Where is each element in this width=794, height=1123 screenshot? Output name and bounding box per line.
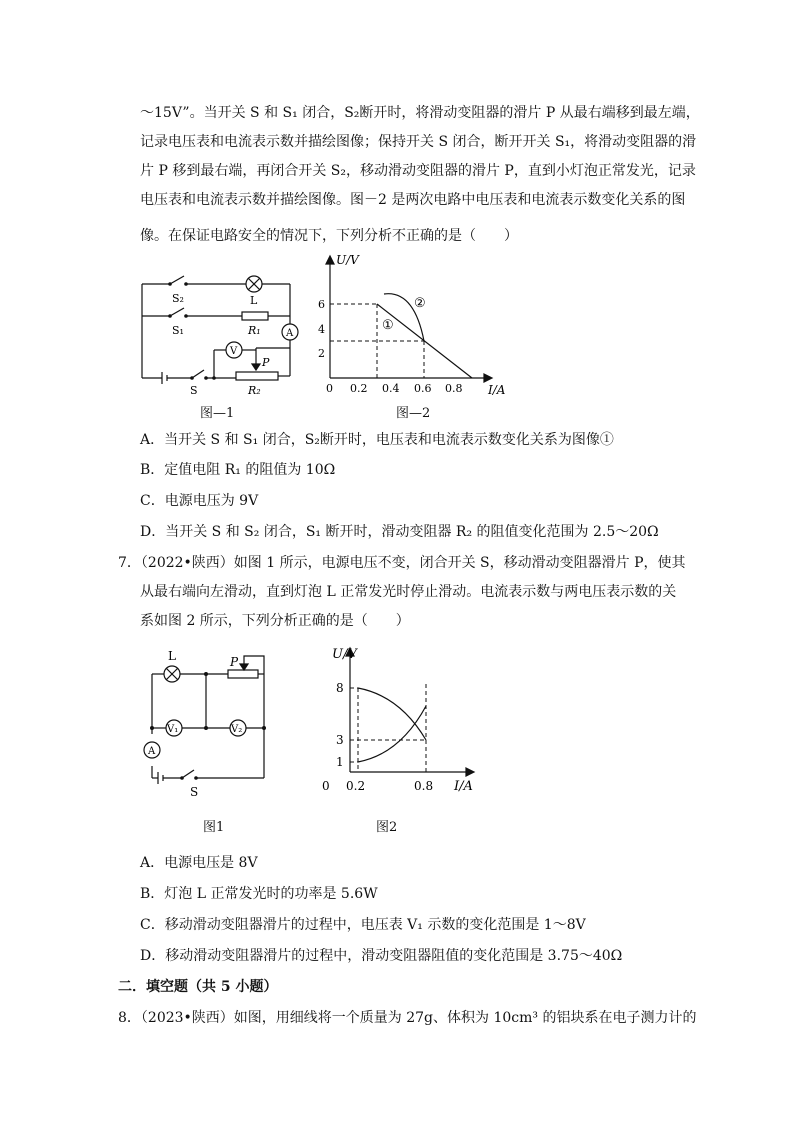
q6-option-a: A．当开关 S 和 S₁ 闭合，S₂断开时，电压表和电流表示数变化关系为图像① [140,432,614,448]
q7-option-c: C．移动滑动变阻器滑片的过程中，电压表 V₁ 示数的变化范围是 1～8V [140,917,586,933]
q6-circuit-diagram [130,258,310,398]
label-voltmeter: V [230,346,238,357]
q7-xtick-0.2: 0.2 [346,779,366,793]
q7-option-b: B．灯泡 L 正常发光时的功率是 5.6W [140,886,378,902]
q6-option-d: D．当开关 S 和 S₂ 闭合，S₁ 断开时，滑动变阻器 R₂ 的阻值变化范围为 2.5～20Ω [140,524,659,540]
q7-text-line-1: 7．（2022•陕西）如图 1 所示，电源电压不变，闭合开关 S，移动滑动变阻器滑片 P，使其 [118,555,686,571]
q7-ytick-1: 1 [336,755,344,769]
q7-graph-ylabel: U/V [332,647,357,662]
q7-label-lamp-l: L [168,649,176,663]
q6-ytick-6: 6 [318,298,325,311]
q6-xtick-0.4: 0.4 [382,382,400,395]
q7-label-p: P [230,655,239,669]
q7-label-s: S [190,785,199,799]
q7-option-d: D．移动滑动变阻器滑片的过程中，滑动变阻器阻值的变化范围是 3.75～40Ω [140,948,623,964]
q6-graph-ylabel: U/V [336,253,359,267]
q7-ytick-8: 8 [336,681,344,695]
q6-text-line-4: 电压表和电流表示数并描绘图像。图－2 是两次电路中电压表和电流表示数变化关系的图 [140,192,686,208]
q6-xtick-0.2: 0.2 [350,382,368,395]
label-s1: S₁ [172,324,184,337]
q7-circuit-diagram [136,644,276,802]
section-heading-fill-in: 二．填空题（共 5 小题） [118,979,278,995]
q7-ytick-3: 3 [336,733,344,747]
q6-xtick-0.6: 0.6 [414,382,432,395]
q7-figure-1-caption: 图1 [203,820,225,835]
q7-label-v2: V₂ [231,724,243,735]
q7-text-line-3: 系如图 2 所示，下列分析正确的是（ ） [140,613,410,629]
label-s2: S₂ [172,292,184,305]
q6-text-line-5: 像。在保证电路安全的情况下，下列分析不正确的是（ ） [140,228,518,244]
label-lamp-l: L [250,294,258,307]
q6-option-c: C．电源电压为 9V [140,493,259,509]
q7-label-v1: V₁ [167,724,179,735]
q7-figure-2-caption: 图2 [376,820,398,835]
q6-curve-2-label: ② [414,296,426,311]
q7-text-line-2: 从最右端向左滑动，直到灯泡 L 正常发光时停止滑动。电流表示数与两电压表示数的关 [140,584,677,600]
q7-graph [310,644,490,794]
q6-graph [314,250,514,398]
label-r2: R₂ [248,384,261,397]
q8-text-line-1: 8．（2023•陕西）如图，用细线将一个质量为 27g、体积为 10cm³ 的铝块系在电子测力计的 [118,1010,697,1026]
label-s: S [190,384,198,397]
q6-figure-2-caption: 图—2 [396,406,431,421]
q7-graph-origin: 0 [322,779,330,793]
q6-figure-1-caption: 图—1 [200,406,235,421]
q6-text-line-1: ～15V”。当开关 S 和 S₁ 闭合，S₂断开时，将滑动变阻器的滑片 P 从最右端移到最左端， [140,105,700,121]
q7-label-ammeter: A [148,746,156,757]
q7-graph-xlabel: I/A [454,779,473,794]
q6-curve-1-label: ① [382,318,394,333]
q6-option-b: B．定值电阻 R₁ 的阻值为 10Ω [140,462,336,478]
q7-xtick-0.8: 0.8 [414,779,434,793]
q6-xtick-0.8: 0.8 [445,382,463,395]
label-ammeter: A [286,328,294,339]
q6-ytick-4: 4 [318,323,325,336]
label-r1: R₁ [248,324,261,337]
q6-graph-origin: 0 [326,382,333,395]
q6-text-line-2: 记录电压表和电流表示数并描绘图像；保持开关 S 闭合，断开开关 S₁，将滑动变阻器的滑 [140,134,697,150]
q7-option-a: A．电源电压是 8V [140,855,258,871]
label-p: P [262,356,270,369]
q6-graph-xlabel: I/A [488,383,506,397]
q6-ytick-2: 2 [318,347,325,360]
q6-text-line-3: 片 P 移到最右端，再闭合开关 S₂，移动滑动变阻器的滑片 P，直到小灯泡正常发光，记录 [140,163,696,179]
